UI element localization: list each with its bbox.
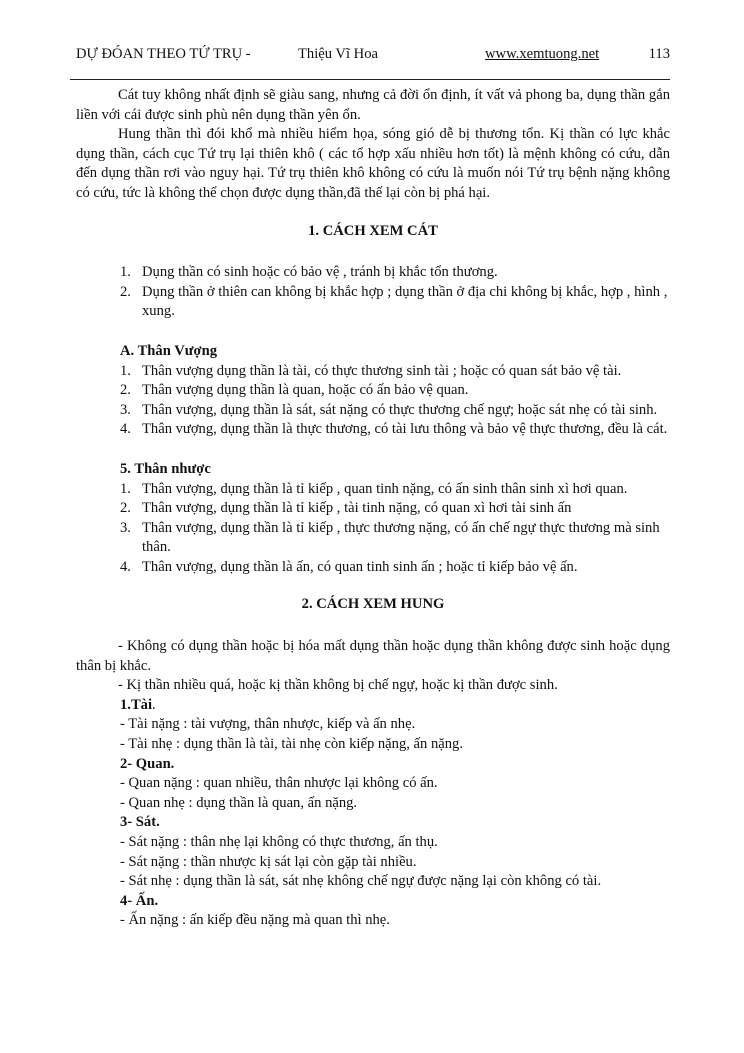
hung-line: - Sát nhẹ : dụng thần là sát, sát nhẹ không chế ngự được nặng lại còn không có tài. <box>120 873 602 890</box>
than-nhuoc-list <box>76 480 670 578</box>
list-item: 2. Dụng thần ở thiên can không bị khắc hợp ; dụng thần ở địa chi không bị khắc, hợp , hình , xung. <box>120 283 668 320</box>
list-item: 2. Thân vượng dụng thần là quan, hoặc có ấn bảo vệ quan. <box>120 382 469 399</box>
hung-line: - Sát nặng : thần nhược kị sát lại còn gặp tài nhiều. <box>120 853 417 870</box>
list-item: 4. Thân vượng, dụng thần là thực thương, có tài lưu thông và bảo vệ thực thương, đều là cát. <box>120 421 668 438</box>
hung-intro-paragraph: - Kị thần nhiều quá, hoặc kị thần không bị chế ngự, hoặc kị thần được sinh. <box>118 677 558 694</box>
subheading-an: 4- Ấn. <box>120 892 159 909</box>
cat-criteria-list <box>76 263 670 322</box>
subheading-quan: 2- Quan. <box>120 755 175 772</box>
book-title: DỰ ĐÓAN THEO TỨ TRỤ - <box>76 46 251 62</box>
list-item: 4. Thân vượng, dụng thần là ấn, có quan tinh sinh ấn ; hoặc tỉ kiếp bảo vệ ấn. <box>120 558 578 575</box>
hung-line: - Ấn nặng : ấn kiếp đều nặng mà quan thì nhẹ. <box>120 912 390 929</box>
section-title-hung: 2. CÁCH XEM HUNG <box>301 596 445 613</box>
list-item: 2. Thân vượng, dụng thần là tỉ kiếp , tài tinh nặng, có quan xì hơi tài sinh ấn <box>120 500 572 517</box>
hung-line: - Tài nhẹ : dụng thần là tài, tài nhẹ còn kiếp nặng, ấn nặng. <box>120 736 463 753</box>
subheading-than-nhuoc: 5. Thân nhược <box>120 460 211 477</box>
intro-paragraph: Cát tuy không nhất định sẽ giàu sang, nhưng cả đời ổn định, ít vất vả phong ba, dụng thần gắn liền với cái được sinh phù nên dụng thần yên ổn. <box>76 87 670 123</box>
header-divider <box>70 79 670 80</box>
list-item: 1. Thân vượng dụng thần là tài, có thực thương sinh tài ; hoặc có quan sát bảo vệ tài. <box>120 362 622 379</box>
section-title-cat: 1. CÁCH XEM CÁT <box>308 222 438 239</box>
subheading-tai: 1.Tài. <box>120 696 156 713</box>
page-number: 113 <box>648 46 670 62</box>
hung-line: - Quan nặng : quan nhiều, thân nhược lại không có ấn. <box>120 775 438 792</box>
page-body <box>76 86 670 931</box>
list-item: 3. Thân vượng, dụng thần là sát, sát nặng có thực thương chế ngự; hoặc sát nhẹ có tài sinh. <box>120 401 658 418</box>
author-name: Thiệu Vĩ Hoa <box>298 46 378 62</box>
list-item: 1. Dụng thần có sinh hoặc có bảo vệ , tránh bị khắc tổn thương. <box>120 264 498 281</box>
hung-line: - Sát nặng : thân nhẹ lại không có thực thương, ấn thụ. <box>120 834 438 850</box>
than-vuong-list <box>76 362 670 440</box>
subheading-sat: 3- Sát. <box>120 814 160 831</box>
hung-line: - Tài nặng : tài vượng, thân nhược, kiếp và ấn nhẹ. <box>120 716 416 733</box>
page-header <box>76 46 670 66</box>
subheading-than-vuong: A. Thân Vượng <box>120 342 218 359</box>
website-link[interactable]: www.xemtuong.net <box>485 46 600 62</box>
list-item: 1. Thân vượng, dụng thần là tỉ kiếp , quan tinh nặng, có ấn sinh thân sinh xì hơi quan. <box>120 480 628 497</box>
hung-line: - Quan nhẹ : dụng thần là quan, ấn nặng. <box>120 794 358 811</box>
hung-intro-paragraph: - Không có dụng thần hoặc bị hóa mất dụng thần hoặc dụng thần không được sinh hoặc dụng thân bị khắc. <box>76 638 670 674</box>
list-item: 3. Thân vượng, dụng thần là tỉ kiếp , thực thương nặng, có ấn chế ngự thực thương mà sinh thân. <box>120 519 660 556</box>
intro-paragraph: Hung thần thì đói khổ mà nhiều hiểm họa, sóng gió dễ bị thương tổn. Kị thần có lực khắc dụng thần, cách cục Tứ trụ lại thiên khô ( các tổ hợp xấu nhiều hơn tốt) là mệnh không có cứu, dẫn đến dụng thần rơi vào nguy hại. Tứ trụ thiên khô không có cứu là muốn nói Tứ trụ bệnh nặng không có cứu, tức là không thể chọn được dụng thần,đã thế lại còn bị phá hại. <box>76 126 670 201</box>
